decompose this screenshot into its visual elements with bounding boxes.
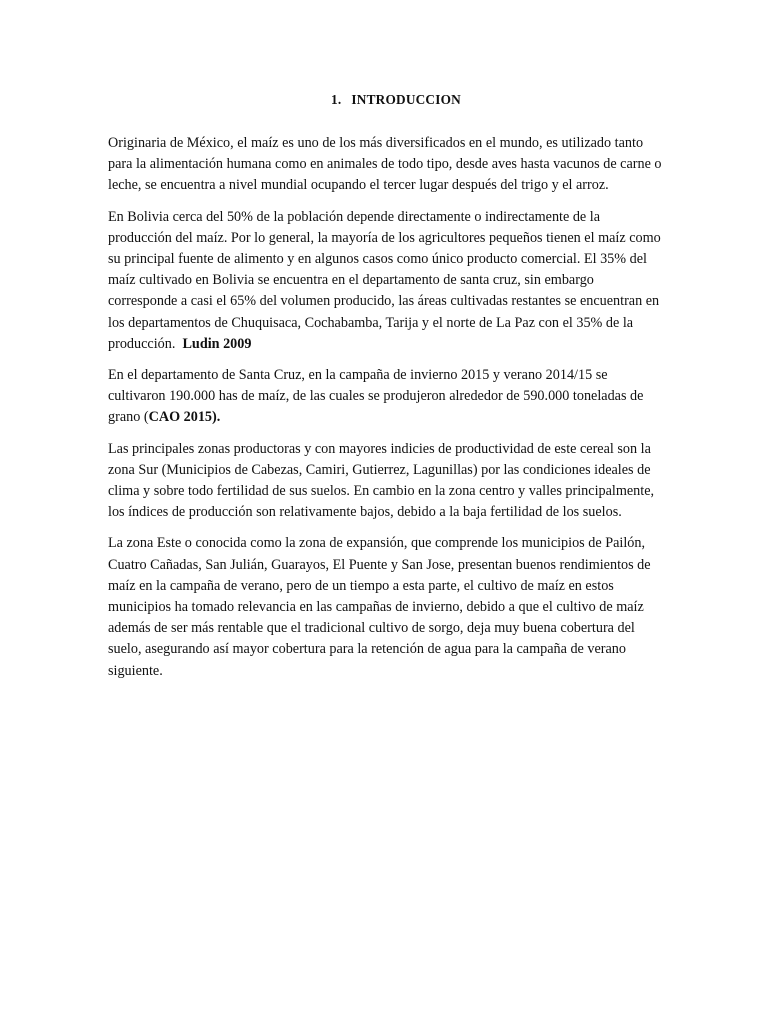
section-heading [0, 92, 768, 108]
paragraph-line: del volumen producido, las áreas cultivadas restantes se encuentran en los departamentos de [108, 293, 660, 331]
paragraph-line: Originaria de México, el maíz es uno de los más diversificados en el mundo, es utilizado tanto para [108, 135, 644, 173]
paragraph-line: además de ser más rentable que el tradicional cultivo de sorgo, deja muy buena cobertura del suelo, [108, 620, 635, 658]
paragraph-line: Cuatro Cañadas, San Julián, Guarayos, El Puente y San Jose, presentan buenos rendimientos de [108, 556, 651, 573]
paragraph-line: En el departamento de Santa Cruz, en la campaña de invierno 2015 y verano 2014/15 se cultivaron [108, 367, 608, 405]
paragraph-line: En Bolivia cerca del 50% de la población depende directamente o indirectamente de la producción [108, 208, 601, 246]
paragraph-line: zona Sur (Municipios de Cabezas, Camiri, Gutierrez, Lagunillas) por las condiciones ideales de [108, 461, 651, 478]
paragraph-line: asegurando así mayor cobertura para la retención de agua para la campaña de verano siguiente. [108, 641, 626, 679]
paragraph-line: en Bolivia se encuentra en el departamento de santa cruz, sin embargo corresponde a casi el 65% [108, 272, 594, 310]
paragraph-origin [108, 133, 664, 197]
section-title: INTRODUCCION [351, 92, 461, 107]
body-text [108, 133, 664, 692]
paragraph-bolivia [108, 207, 664, 355]
paragraph-line: del maíz. Por lo general, la mayoría de los agricultores pequeños tienen el maíz como su principal [108, 229, 661, 268]
paragraph-line: Chuquisaca, Cochabamba, Tarija y el norte de La Paz con el 35% de la producción. [108, 314, 634, 352]
citation-suffix: ). [212, 409, 221, 426]
paragraph-line: la alimentación humana como en animales de todo tipo, desde aves hasta vacunos de carne o leche, [108, 156, 662, 194]
paragraph-line: fuente de alimento y en algunos casos como único producto comercial. El 35% del maíz cultivado [108, 251, 647, 289]
paragraph-santa-cruz [108, 365, 664, 429]
paragraph-line: Las principales zonas productoras y con mayores indicies de productividad de este cereal son la [108, 440, 651, 457]
paragraph-line: se encuentra a nivel mundial ocupando el tercer lugar después del trigo y el arroz. [145, 177, 609, 194]
paragraph-line: clima y sobre todo fertilidad de sus suelos. En cambio en la zona centro y valles principalmente, los [108, 483, 655, 521]
paragraph-line: La zona Este o conocida como la zona de expansión, que comprende los municipios de Pailón, [108, 535, 645, 552]
paragraph-east-zone [108, 533, 664, 681]
citation-cao: CAO 2015 [148, 409, 213, 426]
paragraph-line: maíz en la campaña de verano, pero de un tiempo a esta parte, el cultivo de maíz en estos [108, 577, 614, 594]
section-number: 1. [331, 92, 342, 107]
paragraph-line: municipios ha tomado relevancia en las campañas de invierno, debido a que el cultivo de maíz [108, 599, 644, 616]
paragraph-line: índices de producción son relativamente bajos, debido a la baja fertilidad de los suelos. [128, 504, 622, 521]
citation-ludin: Ludin 2009 [182, 335, 252, 352]
paragraph-line: 190.000 has de maíz, de las cuales se produjeron alrededor de 590.000 toneladas de grano ( [108, 388, 644, 426]
paragraph-zones [108, 439, 664, 524]
